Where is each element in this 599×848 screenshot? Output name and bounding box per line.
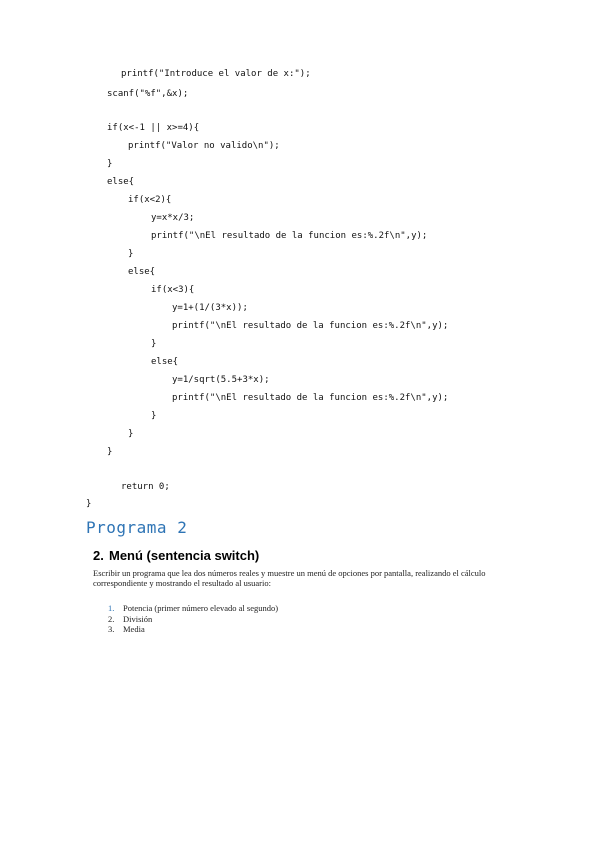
list-item-number: 1.	[108, 603, 115, 613]
code-line: if(x<3){	[151, 285, 195, 295]
code-line: printf("\nEl resultado de la funcion es:%.2f\n",y);	[151, 231, 428, 241]
program-heading: Programa 2	[86, 518, 188, 537]
section-title-text: Menú (sentencia switch)	[109, 548, 260, 563]
list-item-label: División	[123, 613, 153, 624]
menu-options-list	[108, 603, 278, 635]
section-number: 2.	[93, 548, 104, 563]
code-line: }	[107, 159, 113, 169]
list-item-number: 2.	[108, 613, 115, 624]
list-item-label: Media	[123, 624, 145, 634]
code-line: else{	[128, 267, 156, 277]
list-item-label: Potencia (primer número elevado al segundo)	[123, 603, 279, 613]
section-title	[93, 548, 259, 563]
code-line: printf("Introduce el valor de x:");	[121, 69, 311, 79]
code-line: printf("Valor no valido\n");	[128, 141, 280, 151]
code-line: printf("\nEl resultado de la funcion es:%.2f\n",y);	[172, 393, 449, 403]
code-line: if(x<2){	[128, 195, 172, 205]
code-line: return 0;	[121, 482, 170, 492]
code-line: }	[128, 249, 134, 259]
code-line: }	[86, 499, 92, 509]
code-line: if(x<-1 || x>=4){	[107, 123, 200, 133]
code-line: }	[151, 411, 157, 421]
code-line: y=1+(1/(3*x));	[172, 303, 248, 313]
code-line: printf("\nEl resultado de la funcion es:%.2f\n",y);	[172, 321, 449, 331]
code-line: y=1/sqrt(5.5+3*x);	[172, 375, 270, 385]
code-line: }	[107, 447, 113, 457]
list-item-number: 3.	[108, 624, 115, 634]
list-item	[108, 614, 278, 625]
code-line: else{	[107, 177, 135, 187]
code-line: else{	[151, 357, 179, 367]
code-line: scanf("%f",&x);	[107, 89, 189, 99]
code-line: }	[128, 429, 134, 439]
list-item	[108, 603, 278, 614]
code-line: }	[151, 339, 157, 349]
code-line: y=x*x/3;	[151, 213, 195, 223]
list-item	[108, 624, 278, 635]
exercise-description: Escribir un programa que lea dos números reales y muestre un menú de opciones por pantalla, realizando el cálculo correspondiente y mostrando el resultado al usuario:	[93, 568, 486, 588]
